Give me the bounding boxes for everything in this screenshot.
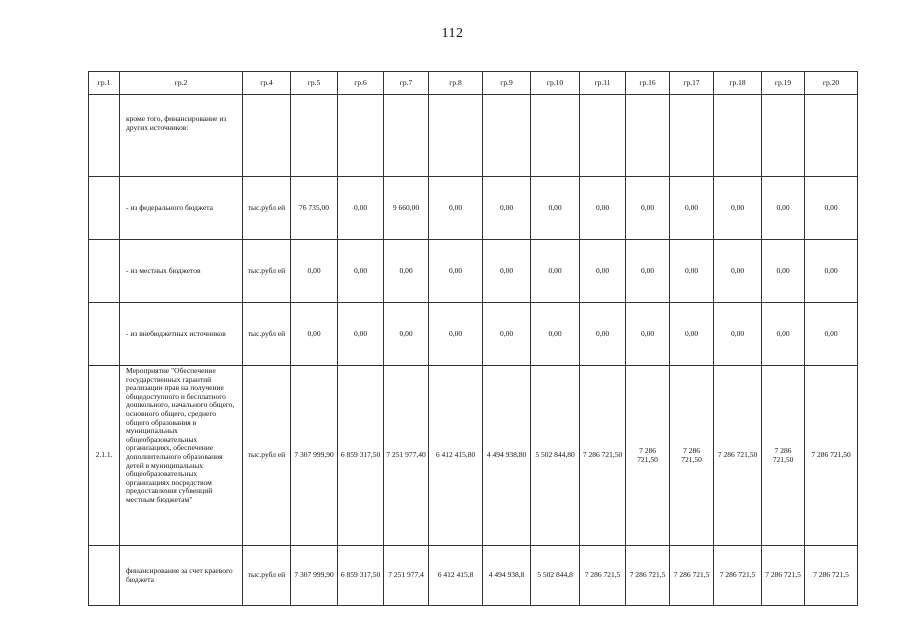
column-header: гр.8 <box>429 72 483 95</box>
table-cell: 76 735,00 <box>291 177 338 240</box>
table-cell: 7 286 721,5 <box>762 546 805 606</box>
table-cell: 7 286 721,50 <box>805 366 858 546</box>
column-header: гр.18 <box>714 72 762 95</box>
table-row <box>89 546 858 606</box>
table-cell: 9 660,00 <box>384 177 429 240</box>
table-cell: 0,00 <box>483 303 531 366</box>
table-cell: 0,00 <box>714 177 762 240</box>
table-cell: 6 859 317,50 <box>338 366 384 546</box>
table-cell: 0,00 <box>580 177 626 240</box>
table-cell: 0,00 <box>626 240 670 303</box>
table-cell: 7 286 721,50 <box>626 366 670 546</box>
row-code <box>89 546 120 606</box>
table-cell: 0,00 <box>670 240 714 303</box>
table-cell: 7 286 721,50 <box>580 366 626 546</box>
table-cell <box>626 95 670 177</box>
table-cell: 0,00 <box>483 240 531 303</box>
table-cell: 0,00 <box>384 303 429 366</box>
table-cell <box>670 95 714 177</box>
column-header: гр.20 <box>805 72 858 95</box>
column-header: гр.19 <box>762 72 805 95</box>
table-cell: 4 494 938,80 <box>483 366 531 546</box>
table-cell: 6 412 415,80 <box>429 366 483 546</box>
budget-table <box>88 71 858 606</box>
table-cell: 0,00 <box>429 177 483 240</box>
table-cell: 7 286 721,5 <box>670 546 714 606</box>
table-cell <box>580 95 626 177</box>
column-header: гр.11 <box>580 72 626 95</box>
table-row <box>89 177 858 240</box>
row-unit: тыс.рубл ей <box>243 177 291 240</box>
row-unit: тыс.рубл ей <box>243 240 291 303</box>
table-cell: 0,00 <box>291 303 338 366</box>
row-description: - из внебюджетных источников <box>120 303 243 366</box>
table-cell: 0,00 <box>805 303 858 366</box>
table-cell: 7 307 999,90 <box>291 546 338 606</box>
table-cell: 0,00 <box>531 240 580 303</box>
column-header: гр.7 <box>384 72 429 95</box>
column-header: гр.9 <box>483 72 531 95</box>
page-number: 112 <box>441 26 464 41</box>
table-cell <box>805 95 858 177</box>
table-cell: 0,00 <box>291 240 338 303</box>
row-code <box>89 95 120 177</box>
row-unit: тыс.рубл ей <box>243 546 291 606</box>
row-description: - из федерального бюджета <box>120 177 243 240</box>
table-cell: 0,00 <box>580 303 626 366</box>
column-header: гр.16 <box>626 72 670 95</box>
table-cell <box>531 95 580 177</box>
table-cell: 0,00 <box>338 303 384 366</box>
table-cell: 0,00 <box>429 303 483 366</box>
row-description: Мероприятие "Обеспечение государственных гарантий реализации прав на получение общедоступного и бесплатного дошкольного, начального общего, основного общего, среднего общего образования в муниципальных общеобразовательных организациях, обеспечение дополнительного образования детей в муниципальных общеобразовательных организациях посредством предоставления субвенций местным бюджетам" <box>120 366 243 546</box>
table-cell <box>714 95 762 177</box>
table-cell: 7 251 977,40 <box>384 366 429 546</box>
table-row <box>89 366 858 546</box>
table-cell: 0,00 <box>338 177 384 240</box>
column-header: гр.10 <box>531 72 580 95</box>
table-cell: 7 307 999,90 <box>291 366 338 546</box>
table-cell: 7 251 977,4 <box>384 546 429 606</box>
table-cell: 7 286 721,50 <box>670 366 714 546</box>
row-unit <box>243 95 291 177</box>
table-cell: 0,00 <box>483 177 531 240</box>
table-row <box>89 240 858 303</box>
column-header: гр.2 <box>120 72 243 95</box>
table-cell: 7 286 721,5 <box>714 546 762 606</box>
table-cell: 7 286 721,50 <box>762 366 805 546</box>
column-header: гр.5 <box>291 72 338 95</box>
row-description: финансирование за счет краевого бюджета <box>120 546 243 606</box>
table-cell <box>429 95 483 177</box>
table-cell: 6 859 317,50 <box>338 546 384 606</box>
table-row <box>89 95 858 177</box>
table-cell <box>762 95 805 177</box>
table-cell: 0,00 <box>714 303 762 366</box>
table-cell: 0,00 <box>626 303 670 366</box>
row-description: - из местных бюджетов <box>120 240 243 303</box>
row-code <box>89 177 120 240</box>
table-header-row <box>89 72 858 95</box>
table-cell: 7 286 721,5 <box>626 546 670 606</box>
table-cell: 6 412 415,8 <box>429 546 483 606</box>
table-cell <box>291 95 338 177</box>
table-cell: 0,00 <box>670 177 714 240</box>
column-header: гр.4 <box>243 72 291 95</box>
table-cell: 0,00 <box>670 303 714 366</box>
row-code <box>89 240 120 303</box>
table-cell: 4 494 938,8 <box>483 546 531 606</box>
table-cell: 7 286 721,50 <box>714 366 762 546</box>
table-cell: 5 502 844,8 <box>531 546 580 606</box>
table-cell: 0,00 <box>531 303 580 366</box>
table-cell: 0,00 <box>384 240 429 303</box>
column-header: гр.17 <box>670 72 714 95</box>
row-code <box>89 303 120 366</box>
table-cell: 0,00 <box>531 177 580 240</box>
table-cell: 0,00 <box>714 240 762 303</box>
table-row <box>89 303 858 366</box>
row-description: кроме того, финансирование из других источников: <box>120 95 243 177</box>
table-cell: 0,00 <box>580 240 626 303</box>
row-unit: тыс.рубл ей <box>243 303 291 366</box>
table-cell: 0,00 <box>626 177 670 240</box>
table-cell: 7 286 721,5 <box>580 546 626 606</box>
table-cell: 0,00 <box>762 303 805 366</box>
table-cell: 0,00 <box>805 177 858 240</box>
table-cell <box>483 95 531 177</box>
table-cell: 0,00 <box>805 240 858 303</box>
table-cell: 0,00 <box>338 240 384 303</box>
table-cell: 0,00 <box>762 177 805 240</box>
row-code: 2.1.1. <box>89 366 120 546</box>
column-header: гр.6 <box>338 72 384 95</box>
table-cell: 0,00 <box>762 240 805 303</box>
table-cell: 5 502 844,80 <box>531 366 580 546</box>
table-cell: 7 286 721,5 <box>805 546 858 606</box>
row-unit: тыс.рубл ей <box>243 366 291 546</box>
table-cell <box>338 95 384 177</box>
table-cell <box>384 95 429 177</box>
table-cell: 0,00 <box>429 240 483 303</box>
column-header: гр.1 <box>89 72 120 95</box>
